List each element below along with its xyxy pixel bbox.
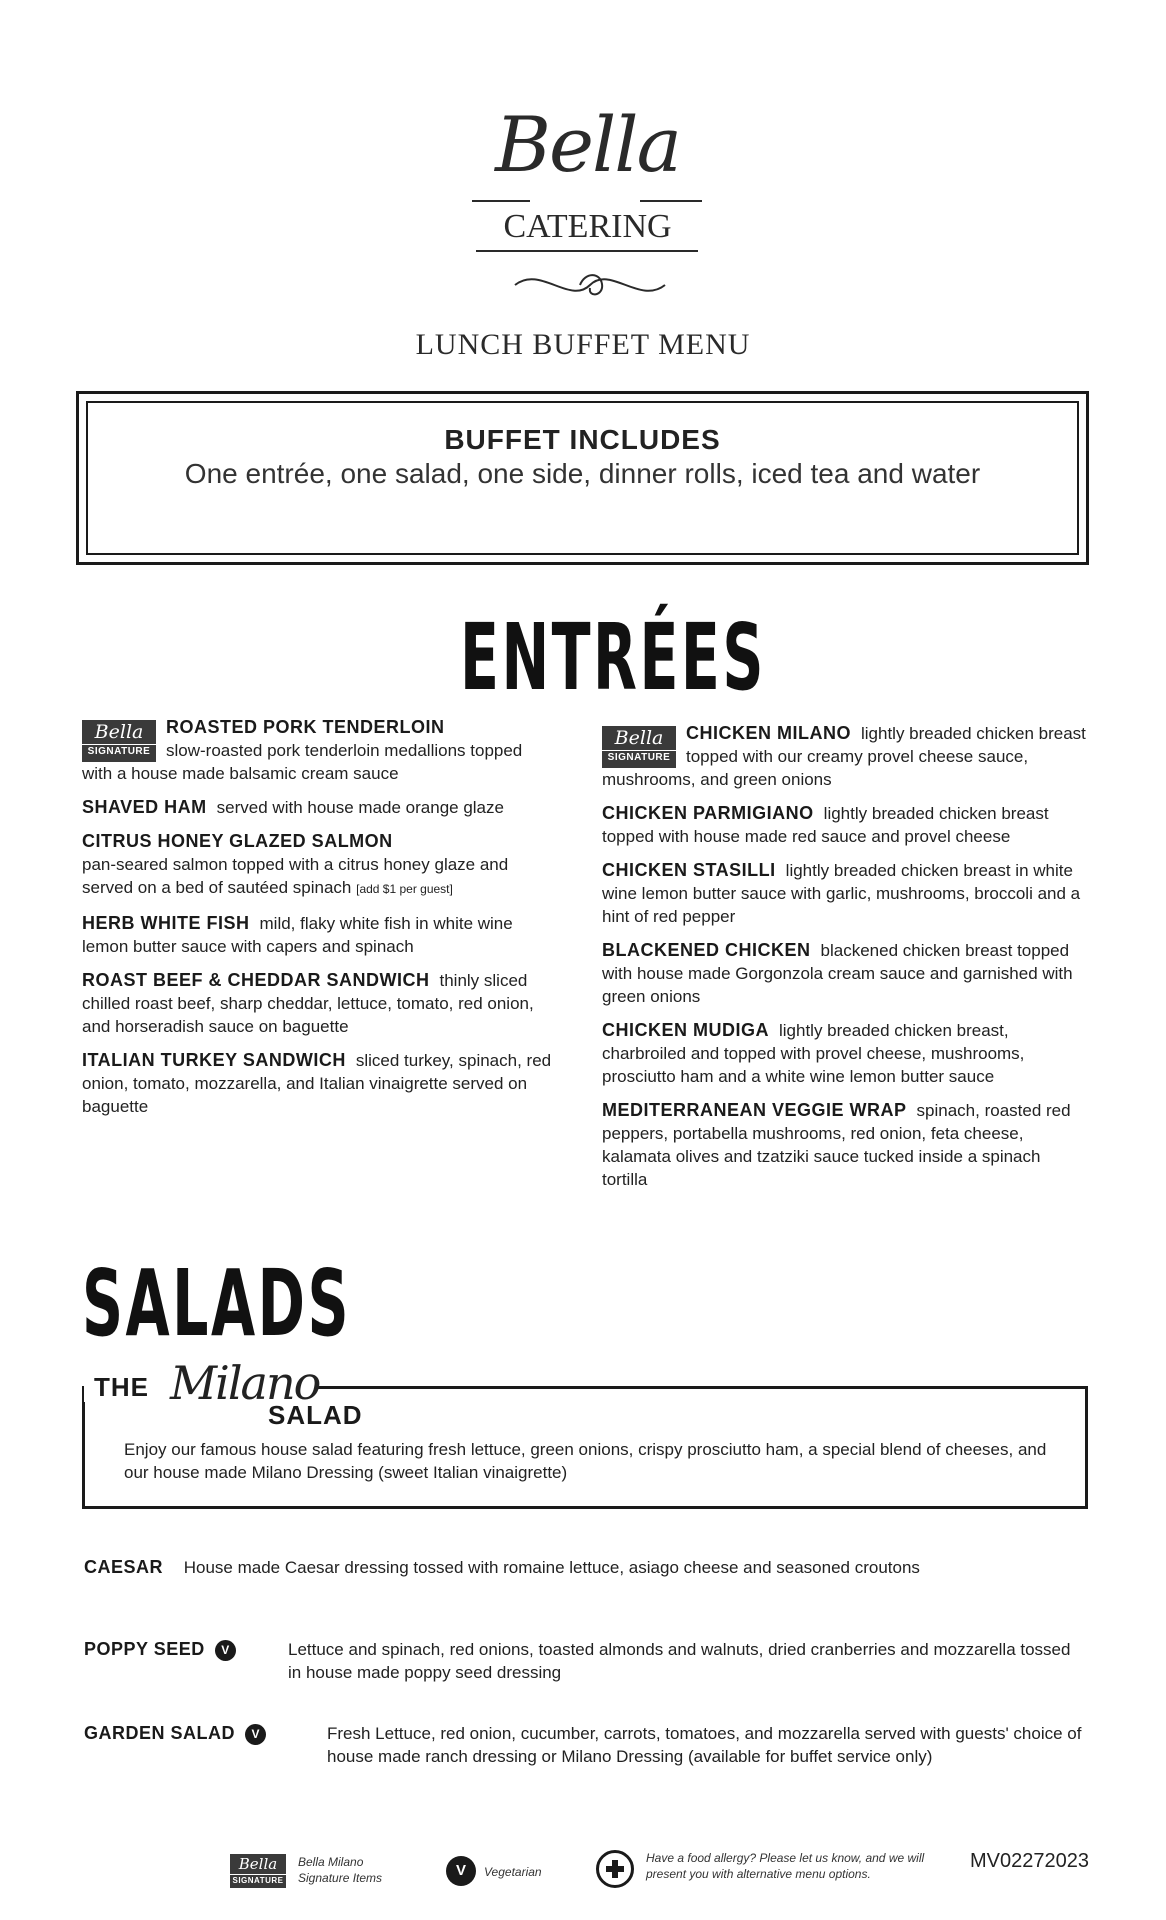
bella-catering-logo (470, 100, 705, 310)
entree-desc: thinly sliced chilled roast beef, sharp cheddar, lettuce, tomato, red onion, and horseradish sauce on baguette (82, 971, 534, 1036)
salad-desc: Lettuce and spinach, red onions, toasted almonds and walnuts, dried cranberries and mozzarella tossed in house made poppy seed dressing (288, 1640, 1071, 1682)
vegetarian-icon: V (215, 1640, 236, 1661)
entree-item (82, 912, 552, 958)
salads-title: SALADS (82, 1250, 352, 1357)
entree-item (602, 939, 1088, 1008)
entrees-title: ENTRÉES (460, 604, 766, 711)
entree-item (82, 830, 552, 901)
entree-item (602, 859, 1088, 928)
logo-rule-right (640, 200, 702, 202)
entree-desc: spinach, roasted red peppers, portabella mushrooms, red onion, feta cheese, kalamata olives and tzatziki sauce tucked inside a spinach tortilla (602, 1101, 1071, 1189)
entrees-right-column (602, 722, 1088, 1202)
entree-item (82, 969, 552, 1038)
signature-badge: Bella SIGNATURE (82, 720, 156, 762)
entree-desc: served with house made orange glaze (216, 798, 504, 817)
logo-script: Bella (495, 100, 680, 189)
logo-flourish-icon (510, 260, 670, 310)
price-note: [add $1 per guest] (356, 882, 453, 896)
entree-name: CHICKEN STASILLI (602, 860, 776, 880)
buffet-text: One entrée, one salad, one side, dinner rolls, iced tea and water (184, 458, 981, 489)
entree-item (602, 802, 1088, 848)
salad-name: CAESAR (84, 1557, 164, 1577)
entree-desc: lightly breaded chicken breast topped with our creamy provel cheese sauce, mushrooms, and green onions (602, 724, 1086, 789)
entree-name: MEDITERRANEAN VEGGIE WRAP (602, 1100, 907, 1120)
entree-item (602, 1019, 1088, 1088)
entree-item (602, 1099, 1088, 1191)
legend-vegetarian-icon: V (446, 1856, 476, 1886)
salad-desc: Fresh Lettuce, red onion, cucumber, carrots, tomatoes, and mozzarella served with guests' choice of house made ranch dressing or Milano Dressing (available for buffet service only) (327, 1724, 1082, 1766)
milano-script: Milano (170, 1356, 320, 1410)
entree-item (82, 1049, 552, 1118)
entree-item (82, 716, 552, 785)
entree-name: ROASTED PORK TENDERLOIN (166, 717, 445, 737)
entree-name: HERB WHITE FISH (82, 913, 250, 933)
signature-badge: Bella SIGNATURE (602, 726, 676, 768)
entrees-left-column (82, 716, 552, 1129)
logo-rule-left (472, 200, 530, 202)
legend-signature-text: Bella Milano Signature Items (298, 1855, 383, 1885)
entree-desc: pan-seared salmon topped with a citrus honey glaze and served on a bed of sautéed spinach (82, 855, 509, 897)
salad-poppy-seed-label (84, 1638, 284, 1661)
entree-name: SHAVED HAM (82, 797, 207, 817)
salad-name: POPPY SEED (84, 1639, 205, 1659)
entree-item (602, 722, 1088, 791)
salad-garden-label (84, 1722, 314, 1745)
milano-desc: Enjoy our famous house salad featuring fresh lettuce, green onions, crispy prosciutto ham, a special blend of cheeses, and our house made Milano Dressing (sweet Italian vinaigrette) (124, 1440, 1047, 1482)
salad-caesar (84, 1556, 1084, 1579)
entree-desc: lightly breaded chicken breast in white wine lemon butter sauce with garlic, mushrooms, broccoli and a hint of red pepper (602, 861, 1081, 926)
entree-name: BLACKENED CHICKEN (602, 940, 811, 960)
menu-title: LUNCH BUFFET MENU (415, 328, 751, 361)
milano-salad-label: SALAD (268, 1400, 363, 1430)
entree-desc: lightly breaded chicken breast topped with house made red sauce and provel cheese (602, 804, 1049, 846)
entree-item (82, 796, 552, 819)
buffet-heading: BUFFET INCLUDES (444, 424, 721, 455)
entree-desc: lightly breaded chicken breast, charbroiled and topped with provel cheese, mushrooms, prosciutto ham and a white wine lemon butter sauce (602, 1021, 1025, 1086)
legend-signature-badge (230, 1854, 286, 1888)
entree-name: CHICKEN MILANO (686, 723, 851, 743)
entree-name: CHICKEN MUDIGA (602, 1020, 769, 1040)
entree-desc: sliced turkey, spinach, red onion, tomato, mozzarella, and Italian vinaigrette served on baguette (82, 1051, 552, 1116)
logo-catering: CATERING (503, 208, 672, 245)
entree-name: CITRUS HONEY GLAZED SALMON (82, 831, 393, 851)
legend-vegetarian-text: Vegetarian (484, 1865, 542, 1879)
entree-name: ROAST BEEF & CHEDDAR SANDWICH (82, 970, 430, 990)
logo-rule-bottom (476, 250, 698, 252)
salad-desc: House made Caesar dressing tossed with romaine lettuce, asiago cheese and seasoned croutons (183, 1558, 920, 1577)
salad-name: GARDEN SALAD (84, 1723, 236, 1743)
allergy-cross-icon (596, 1850, 634, 1888)
signature-badge-icon: Bella SIGNATURE (230, 1854, 286, 1888)
entree-desc: blackened chicken breast topped with house made Gorgonzola cream sauce and garnished with green onions (602, 941, 1073, 1006)
entree-name: CHICKEN PARMIGIANO (602, 803, 814, 823)
entree-desc: slow-roasted pork tenderloin medallions topped with a house made balsamic cream sauce (82, 741, 523, 783)
menu-code: MV02272023 (970, 1850, 1089, 1872)
entree-name: ITALIAN TURKEY SANDWICH (82, 1050, 346, 1070)
entree-desc: mild, flaky white fish in white wine lemon butter sauce with capers and spinach (82, 914, 513, 956)
vegetarian-icon: V (245, 1724, 266, 1745)
milano-the: THE (94, 1372, 149, 1402)
legend-allergy-text: Have a food allergy? Please let us know, and we will present you with alternative menu options. (646, 1851, 925, 1881)
